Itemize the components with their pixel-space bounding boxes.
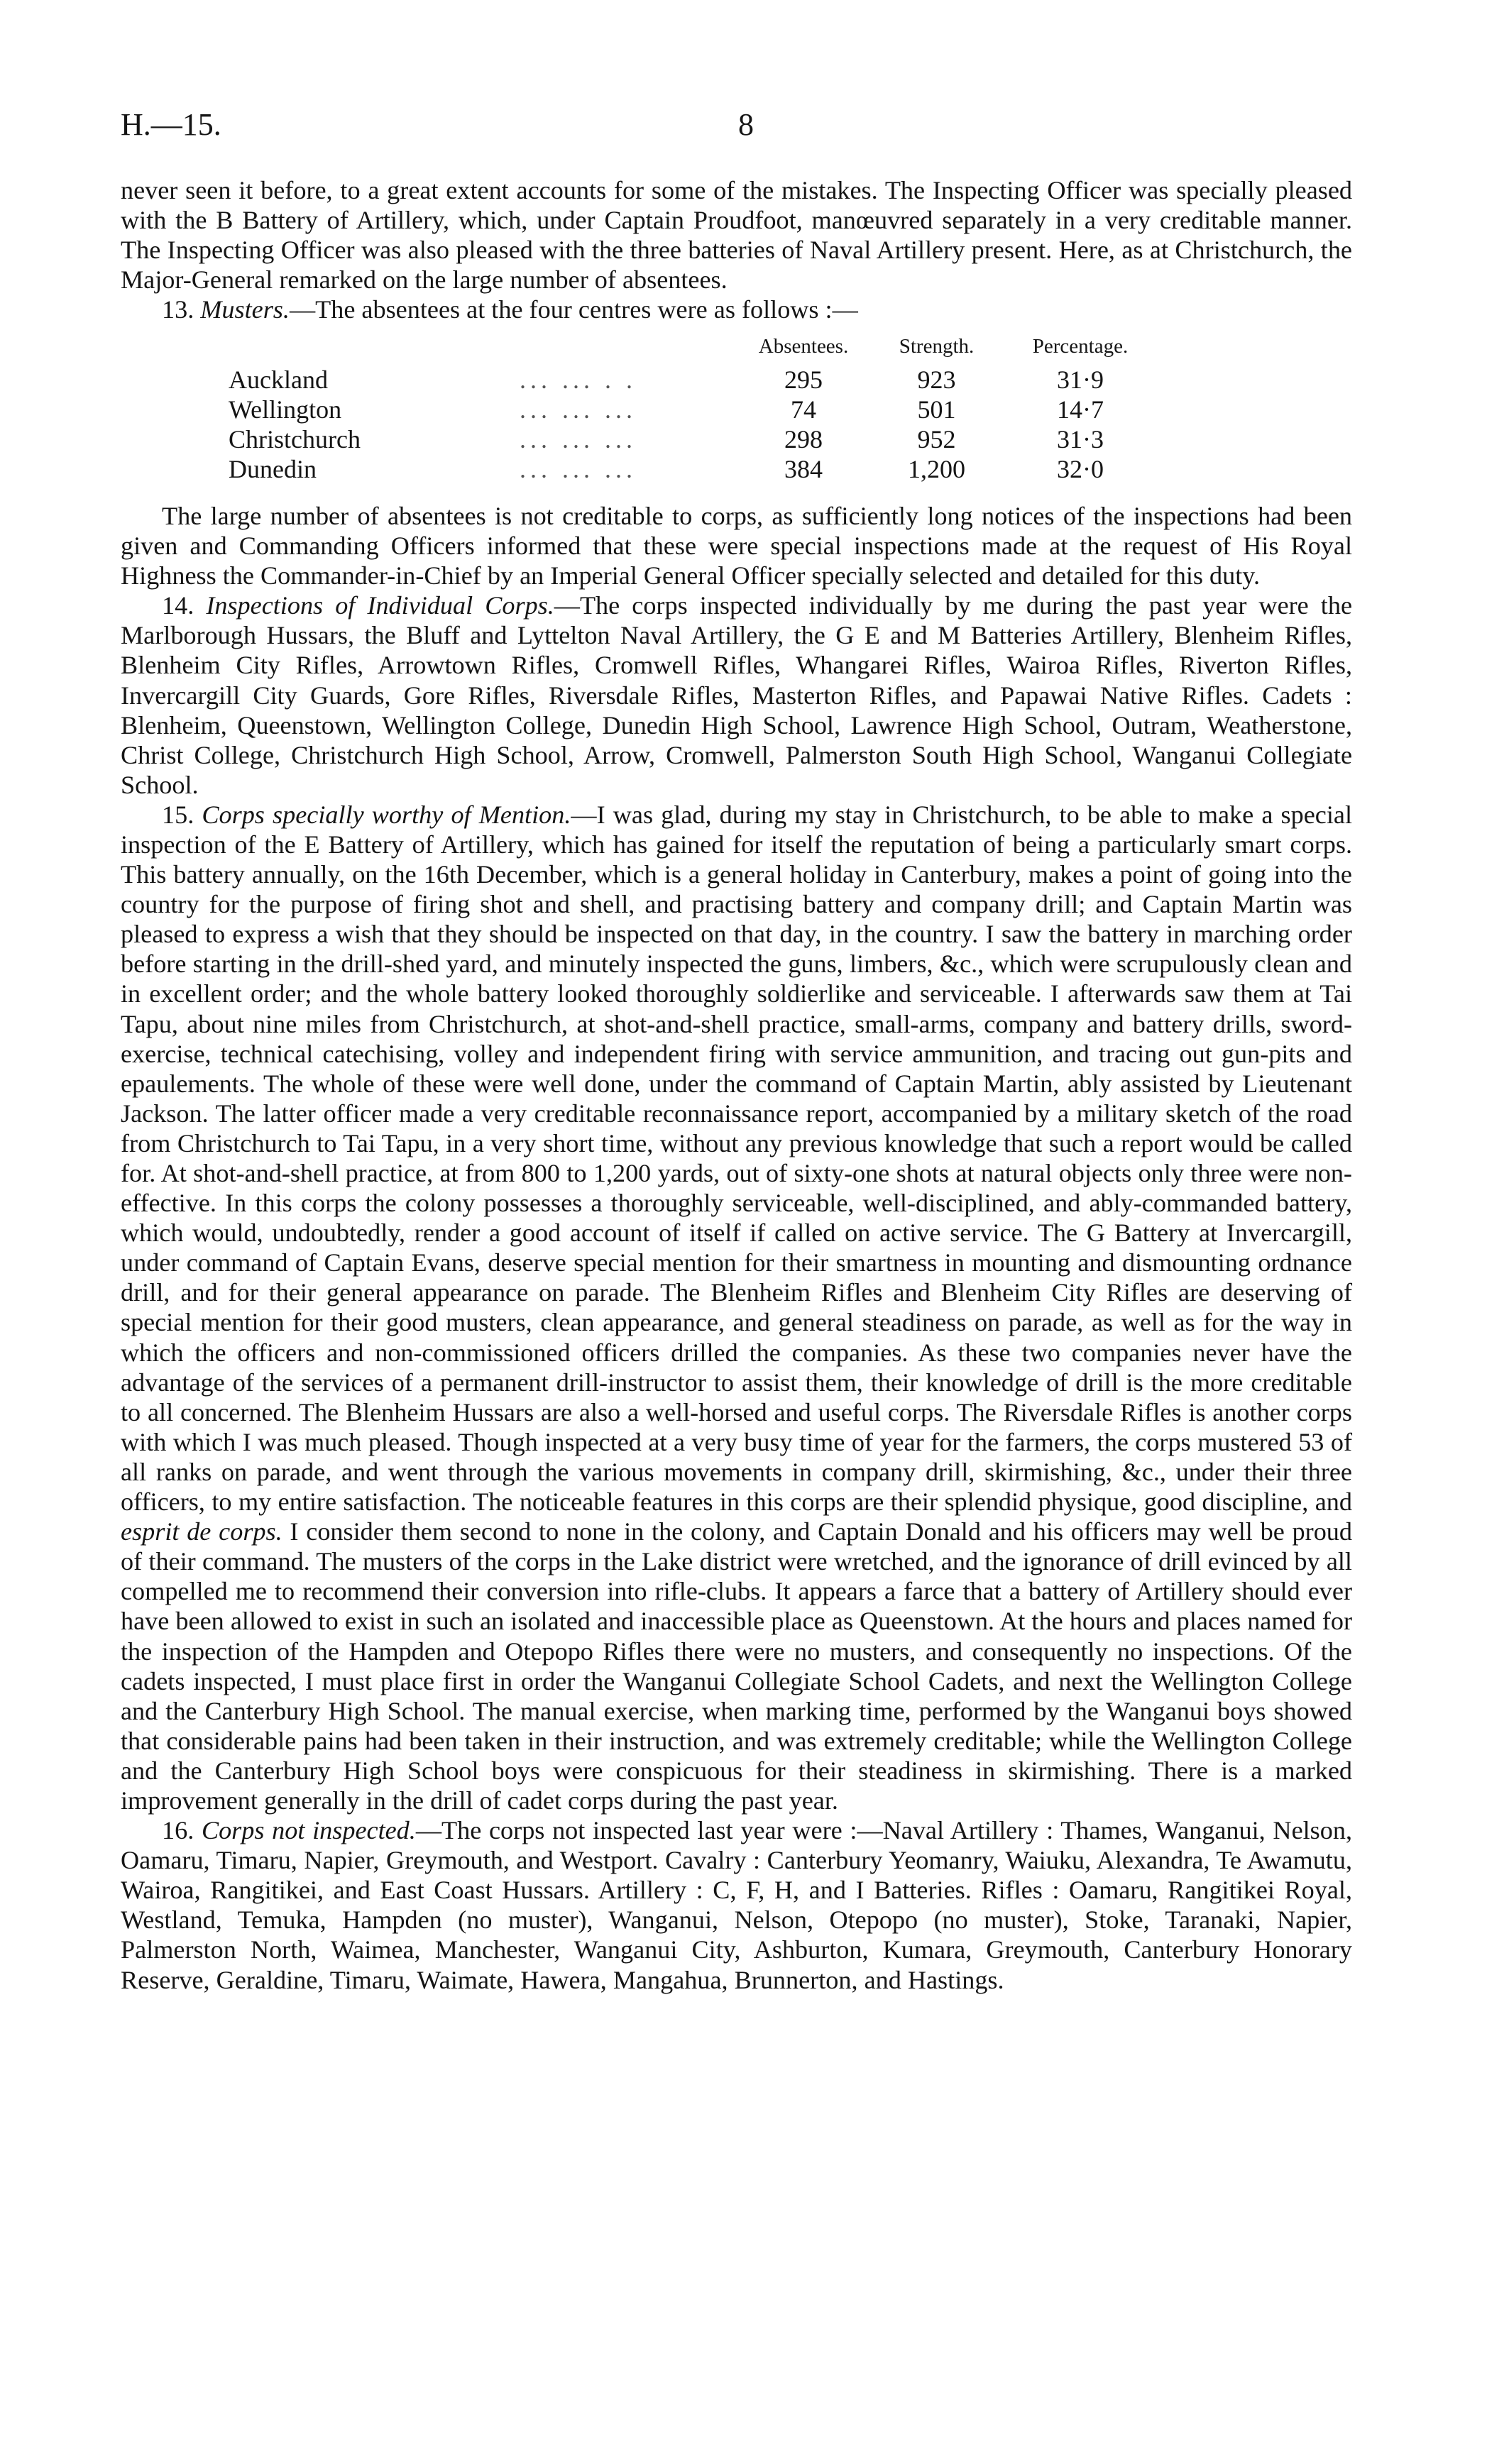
page-header [121,106,1352,149]
section-number: 13. [162,295,194,324]
cell-absentees: 384 [784,454,823,483]
section-13 [121,295,1352,324]
cell-leader-dots: ... ... ... [520,395,637,424]
cell-strength: 501 [917,395,956,424]
section-text: —The absentees at the four centres were as follows :— [289,295,858,324]
section-text: —The corps inspected individually by me during the past year were the Marlborough Hussars, the Bluff and Lyttelton Naval Artillery, the G E and M Batteries Artillery, Blenheim Rifles, Blenheim City Rifles, Arrowtown Rifles, Cromwell Rifles, Whangarei Rifles, Wairoa Rifles, Riverton Rifles, Invercargill City Guards, Gore Rifles, Riversdale Rifles, Masterton Rifles, and Papawai Native Rifles. Cadets : Blenheim, Queenstown, Wellington College, Dunedin High School, Lawrence High School, Outram, Weatherstone, Christ College, Christchurch High School, Arrow, Cromwell, Palmerston South High School, Wanganui Collegiate School. [121,591,1353,799]
section-text: —I was glad, during my stay in Christchurch, to be able to make a special inspection of the E Battery of Artillery, which has gained for itself the reputation of being a particularly smart corps. This battery annually, on the 16th December, which is a general holiday in Canterbury, makes a point of going into the country for the purpose of firing shot and shell, and practising battery and company drill; and Captain Martin was pleased to express a wish that they should be inspected on that day, in the country. I saw the battery in marching order before starting in the drill-shed yard, and minutely inspected the guns, limbers, &c., which were scrupulously clean and in excellent order; and the whole battery looked thoroughly soldierlike and serviceable. I afterwards saw them at Tai Tapu, about nine miles from Christchurch, at shot-and-shell practice, small-arms, company and battery drills, sword-exercise, technical catechising, volley and independent firing with service ammunition, and tracing out gun-pits and epaulements. The whole of these were well done, under the command of Captain Martin, ably assisted by Lieutenant Jackson. The latter officer made a very creditable reconnaissance report, accompanied by a military sketch of the road from Christchurch to Tai Tapu, in a very short time, without any previous knowledge that such a report would be called for. At shot-and-shell practice, at from 800 to 1,200 yards, out of sixty-one shots at natural objects only three were non-effective. In this corps the colony possesses a thoroughly serviceable, well-disciplined, and ably-commanded battery, which would, undoubtedly, render a good account of itself if called on active service. The G Battery at Invercargill, under command of Captain Evans, deserve special mention for their smartness in mounting and dismounting ordnance drill, and for their general appearance on parade. The Blenheim Rifles and Blenheim City Rifles are deserving of special mention for their good musters, clean appearance, and general steadiness on parade, as well as for the way in which the officers and non-commissioned officers drilled the companies. As these two companies never have the advantage of the services of a permanent drill-instructor to assist them, their knowledge of drill is the more creditable to all concerned. The Blenheim Hussars are also a well-horsed and useful corps. The Riversdale Rifles is another corps with which I was much pleased. Though inspected at a very busy time of year for the farmers, the corps mustered 53 of all ranks on parade, and went through the various movements in company drill, skirmishing, &c., under their three officers, to my entire satisfaction. The noticeable features in this corps are their splendid physique, good discipline, and [121,800,1353,1517]
table-row [229,395,1148,424]
section-number: 15. [162,800,194,829]
cell-strength: 1,200 [908,454,965,483]
cell-leader-dots: ... ... ... [520,454,637,483]
cell-percentage: 31·9 [1057,365,1104,394]
section-title: Corps specially worthy of Mention. [202,800,571,829]
column-header-absentees: Absentees. [758,335,849,358]
section-15 [121,800,1352,1815]
cell-leader-dots: ... ... . . [520,365,637,394]
cell-absentees: 295 [784,365,823,394]
musters-table [229,331,1148,483]
cell-absentees: 74 [791,395,816,424]
cell-absentees: 298 [784,424,823,453]
table-header-row [229,331,1148,364]
cell-strength: 952 [917,424,956,453]
document-reference: H.—15. [121,107,221,142]
cell-place: Auckland [229,365,328,394]
cell-percentage: 14·7 [1057,395,1104,424]
column-header-strength: Strength. [899,335,975,358]
section-text-italic: esprit de corps. [121,1517,282,1546]
section-text-continued: I consider them second to none in the colony, and Captain Donald and his officers may well be proud of their command. The musters of the corps in the Lake district were wretched, and the ignorance of drill evinced by all compelled me to recommend their conversion into rifle-clubs. It appears a farce that a battery of Artillery should ever have been allowed to exist in such an isolated and inaccessible place as Queenstown. At the hours and places named for the inspection of the Hampden and Otepopo Rifles there were no musters, and consequently no inspections. Of the cadets inspected, I must place first in order the Wanganui Collegiate School Cadets, and next the Wellington College and the Canterbury High School. The manual exercise, when marking time, performed by the Wanganui boys showed that considerable pains had been taken in their instruction, and was extremely creditable; while the Wellington College and the Canterbury High School boys were conspicuous for their steadiness in skirmishing. There is a marked improvement generally in the drill of cadet corps during the past year. [121,1517,1352,1815]
section-14 [121,590,1352,800]
table-row [229,454,1148,484]
cell-strength: 923 [917,365,956,394]
document-body [121,175,1352,1995]
cell-percentage: 31·3 [1057,424,1104,453]
section-title: Musters. [200,295,290,324]
section-number: 14. [162,591,194,620]
cell-place: Wellington [229,395,342,424]
cell-place: Christchurch [229,424,361,453]
column-header-percentage: Percentage. [1032,335,1129,358]
table-row [229,365,1148,395]
cell-leader-dots: ... ... ... [520,424,637,453]
paragraph-absentees: The large number of absentees is not creditable to corps, as sufficiently long notices of the inspections had been given and Commanding Officers informed that these were special inspections made at the request of His Royal Highness the Commander-in-Chief by an Imperial General Officer specially selected and detailed for this duty. [121,501,1352,590]
section-title: Corps not inspected. [201,1816,416,1845]
section-title: Inspections of Individual Corps. [206,591,554,620]
section-16 [121,1815,1352,1995]
section-text: —The corps not inspected last year were :—Naval Artillery : Thames, Wanganui, Nelson, Oamaru, Timaru, Napier, Greymouth, and Westport. Cavalry : Canterbury Yeomanry, Waiuku, Alexandra, Te Awamutu, Wairoa, Rangitikei, and East Coast Hussars. Artillery : C, F, H, and I Batteries. Rifles : Oamaru, Rangitikei Royal, Westland, Temuka, Hampden (no muster), Wanganui, Nelson, Otepopo (no muster), Stoke, Taranaki, Napier, Palmerston North, Waimea, Manchester, Wanganui City, Ashburton, Kumara, Greymouth, Canterbury Honorary Reserve, Geraldine, Timaru, Waimate, Hawera, Mangahua, Brunnerton, and Hastings. [121,1816,1352,1994]
cell-percentage: 32·0 [1057,454,1104,483]
table-row [229,424,1148,454]
section-number: 16. [162,1816,194,1845]
paragraph-intro: never seen it before, to a great extent accounts for some of the mistakes. The Inspecting Officer was specially pleased with the B Battery of Artillery, which, under Captain Proudfoot, manœuvred separately in a very creditable manner. The Inspecting Officer was also pleased with the three batteries of Naval Artillery present. Here, as at Christchurch, the Major-General remarked on the large number of absentees. [121,176,1352,295]
cell-place: Dunedin [229,454,317,483]
page-number: 8 [738,107,754,142]
